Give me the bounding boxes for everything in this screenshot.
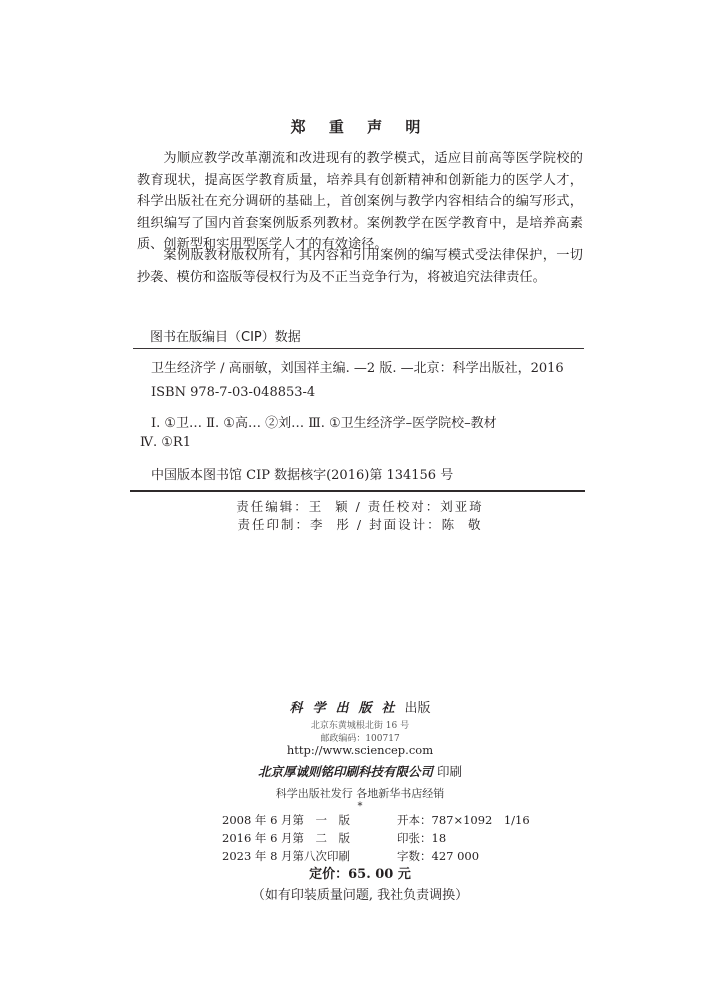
separator-star: * [357,801,363,812]
price: 定价：65. 00 元 [309,867,411,882]
publisher-url: http://www.sciencep.com [286,743,434,757]
editors-line-2: 责任印制：李 彤 / 封面设计：陈 敬 [237,517,483,532]
printer [0,762,720,780]
statement-paragraph-2: 案例版教材版权所有，其内容和引用案例的编写模式受法律保护，一切抄袭、模仿和盗版等侵权行为及不正当竞争行为，将被追究法律责任。 [137,248,583,285]
cip-record-number: 中国版本图书馆 CIP 数据核字(2016)第 134156 号 [151,468,454,483]
edition-row [222,811,530,829]
edition-spec: 开本：787×1092 1/16 [397,813,530,827]
quality-notice: （如有印装质量问题, 我社负责调换） [251,888,469,903]
editors-line-1: 责任编辑：王 颖 / 责任校对：刘亚琦 [236,499,484,514]
publisher-suffix: 出版 [404,701,431,716]
cip-bottom-divider [130,490,585,492]
cip-top-divider [133,348,584,349]
edition-date: 2016 年 6 月第 二 版 [222,831,351,845]
statement-title: 郑 重 声 明 [290,118,430,136]
distribution: 科学出版社发行 各地新华书店经销 [275,787,445,800]
edition-spec: 印张：18 [397,831,447,845]
edition-row [222,829,530,847]
publisher-address: 北京东黄城根北街 16 号 [310,721,410,731]
statement-paragraph-1: 为顺应教学改革潮流和改进现有的教学模式，适应目前高等医学院校的教育现状，提高医学教育质量，培养具有创新精神和创新能力的医学人才，科学出版社在充分调研的基础上，首创案例与教学内容相结合的编写形式，组织编写了国内首套案例版系列教材。案例教学在医学教育中，是培养高素质、创新型和实用型医学人才的有效途径。 [137,151,583,252]
publisher-logo-text: 科学出版社 [289,701,405,716]
printer-name: 北京厚诚则铭印刷科技有限公司 [257,764,433,779]
publisher-zip: 邮政编码：100717 [320,734,400,744]
edition-table [222,811,530,865]
cip-classification: Ⅰ. ①卫… Ⅱ. ①高… ②刘… Ⅲ. ①卫生经济学–医学院校–教材 [151,416,497,431]
edition-date: 2023 年 8 月第八次印刷 [222,849,351,863]
cip-title-line: 卫生经济学 / 高丽敏，刘国祥主编. —2 版. —北京：科学出版社，2016 [151,361,564,376]
cip-heading: 图书在版编目（CIP）数据 [150,330,301,345]
publisher-name [0,697,720,716]
edition-date: 2008 年 6 月第 一 版 [222,813,351,827]
cip-isbn: ISBN 978-7-03-048853-4 [151,385,316,400]
edition-spec: 字数：427 000 [397,849,480,863]
cip-classification-cont: Ⅳ. ①R1 [140,435,191,450]
printer-suffix: 印刷 [436,764,462,779]
